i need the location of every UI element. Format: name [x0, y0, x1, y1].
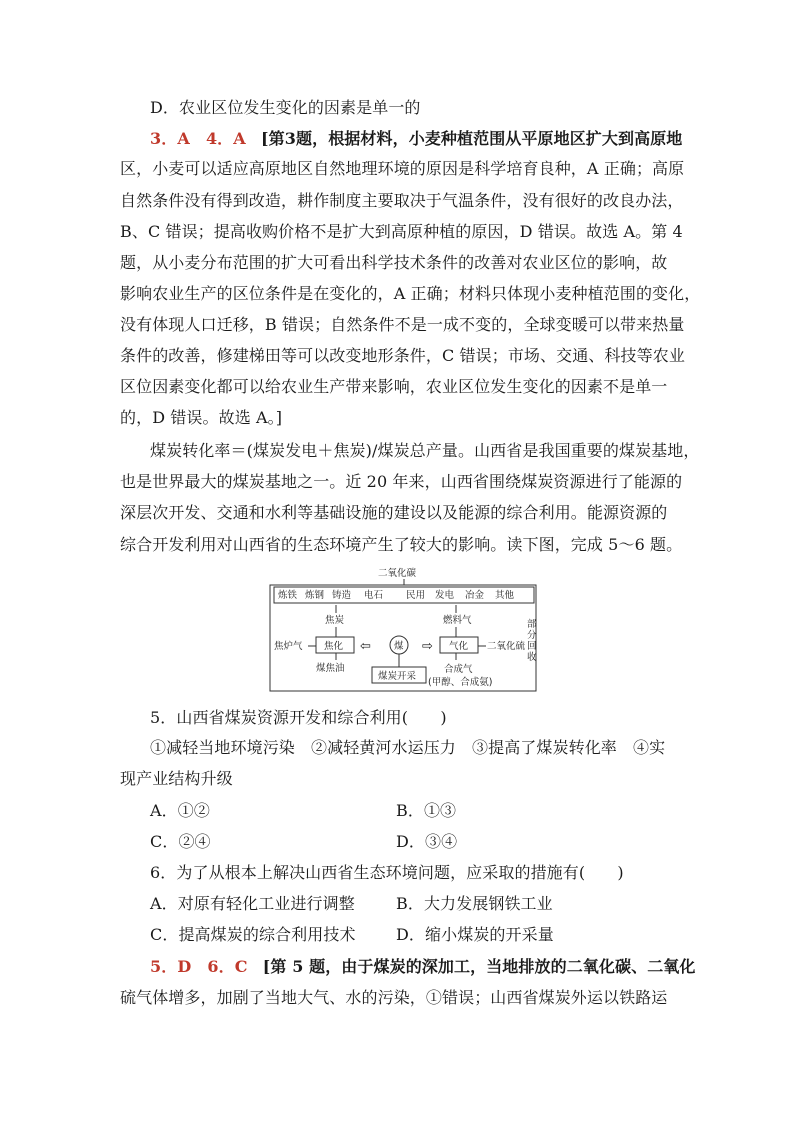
- q5-items-line-2: 现产业结构升级: [120, 769, 233, 788]
- q6-option-a: A．对原有轻化工业进行调整: [150, 894, 355, 913]
- diagram-coal-tar-label: 煤焦油: [316, 663, 345, 674]
- diagram-top-left-2: 炼钢: [305, 590, 325, 601]
- diagram-top-right-2: 发电: [435, 590, 455, 601]
- q5-option-d: D．③④: [396, 832, 458, 851]
- diagram-coke-label: 焦炭: [325, 615, 345, 626]
- diagram-top-right-4: 其他: [495, 590, 515, 601]
- answer-5-6-line-2: 硫气体增多，加剧了当地大气、水的污染，①错误；山西省煤炭外运以铁路运: [120, 988, 668, 1007]
- diagram-top-left-3: 铸造: [332, 590, 352, 601]
- answer-3-4-text: [第3题，根据材料，小麦种植范围从平原地区扩大到高原地: [260, 129, 683, 148]
- q5-items-line-1: ①减轻当地环境污染 ②减轻黄河水运压力 ③提高了煤炭转化率 ④实: [150, 738, 666, 757]
- q6-option-b: B．大力发展钢铁工业: [396, 894, 553, 913]
- material-line-4: 综合开发利用对山西省的生态环境产生了较大的影响。读下图，完成 5～6 题。: [120, 535, 683, 554]
- answer-3-4-label: 3．A 4．A: [150, 129, 246, 148]
- diagram-recovery-1: 部: [527, 619, 537, 630]
- coal-utilization-diagram: [268, 565, 540, 693]
- diagram-top-left-4: 电石: [364, 590, 384, 601]
- q5-stem: 5．山西省煤炭资源开发和综合利用( ): [150, 708, 447, 727]
- diagram-so2-label: 二氧化硫: [487, 641, 526, 652]
- diagram-right-hollow-arrow: ⇨: [422, 639, 433, 654]
- answer-3-4-line-7: 没有体现人口迁移，B 错误；自然条件不是一成不变的，全球变暖可以带来热量: [120, 315, 685, 334]
- q6-option-d: D．缩小煤炭的开采量: [396, 925, 554, 944]
- answer-5-6-line-1: [150, 957, 696, 977]
- material-line-2: 也是世界最大的煤炭基地之一。近 20 年来，山西省围绕煤炭资源进行了能源的: [120, 472, 683, 491]
- answer-5-6-label: 5．D 6．C: [150, 957, 248, 976]
- diagram-co2-label: 二氧化碳: [378, 568, 417, 579]
- diagram-coal-label: 煤: [394, 641, 404, 652]
- diagram-coke-oven-gas: 焦炉气: [274, 641, 303, 652]
- q6-stem: 6．为了从根本上解决山西省生态环境问题，应采取的措施有( ): [150, 863, 624, 882]
- diagram-top-right-1: 民用: [406, 590, 426, 601]
- q5-option-c: C．②④: [150, 832, 211, 851]
- diagram-left-hollow-arrow: ⇦: [360, 639, 371, 654]
- answer-3-4-line-5: 题，从小麦分布范围的扩大可看出科学技术条件的改善对农业区位的影响，故: [120, 253, 668, 272]
- diagram-fuel-gas-label: 燃料气: [443, 615, 472, 626]
- answer-3-4-line-3: 自然条件没有得到改造，耕作制度主要取决于气温条件，没有很好的改良办法，: [120, 191, 684, 210]
- answer-3-4-line-8: 条件的改善，修建梯田等可以改变地形条件，C 错误；市场、交通、科技等农业: [120, 346, 685, 365]
- answer-3-4-line-2: 区，小麦可以适应高原地区自然地理环境的原因是科学培育良种，A 正确；高原: [120, 159, 685, 178]
- answer-3-4-line-1: [150, 129, 682, 149]
- diagram-mining-label: 煤炭开采: [378, 671, 417, 682]
- diagram-recovery-3: 回: [527, 641, 537, 652]
- diagram-top-left-1: 炼铁: [278, 590, 298, 601]
- q5-option-a: A．①②: [150, 801, 210, 820]
- diagram-syngas-label: 合成气: [444, 664, 473, 675]
- q5-option-b: B．①③: [396, 801, 457, 820]
- answer-3-4-line-9: 区位因素变化都可以给农业生产带来影响，农业区位发生变化的因素不是单一: [120, 377, 668, 396]
- diagram-recovery-4: 收: [527, 652, 537, 663]
- answer-5-6-text: [第 5 题，由于煤炭的深加工，当地排放的二氧化碳、二氧化: [262, 957, 696, 976]
- diagram-coking-label: 焦化: [324, 641, 344, 652]
- material-line-3: 深层次开发、交通和水利等基础设施的建设以及能源的综合利用。能源资源的: [120, 503, 668, 522]
- q6-option-c: C．提高煤炭的综合利用技术: [150, 925, 356, 944]
- q4-option-d: D．农业区位发生变化的因素是单一的: [150, 98, 421, 117]
- answer-3-4-line-10: 的，D 错误。故选 A。]: [120, 408, 283, 427]
- diagram-syngas-note: (甲醇、合成氨): [428, 677, 493, 688]
- diagram-gasification-label: 气化: [449, 641, 469, 652]
- diagram-top-right-3: 冶金: [465, 590, 485, 601]
- material-line-1: 煤炭转化率＝(煤炭发电＋焦炭)/煤炭总产量。山西省是我国重要的煤炭基地，: [150, 441, 700, 460]
- answer-3-4-line-4: B、C 错误；提高收购价格不是扩大到高原种植的原因，D 错误。故选 A。第 4: [120, 222, 683, 241]
- answer-3-4-line-6: 影响农业生产的区位条件是在变化的，A 正确；材料只体现小麦种植范围的变化，: [120, 284, 701, 303]
- diagram-recovery-2: 分: [527, 630, 537, 641]
